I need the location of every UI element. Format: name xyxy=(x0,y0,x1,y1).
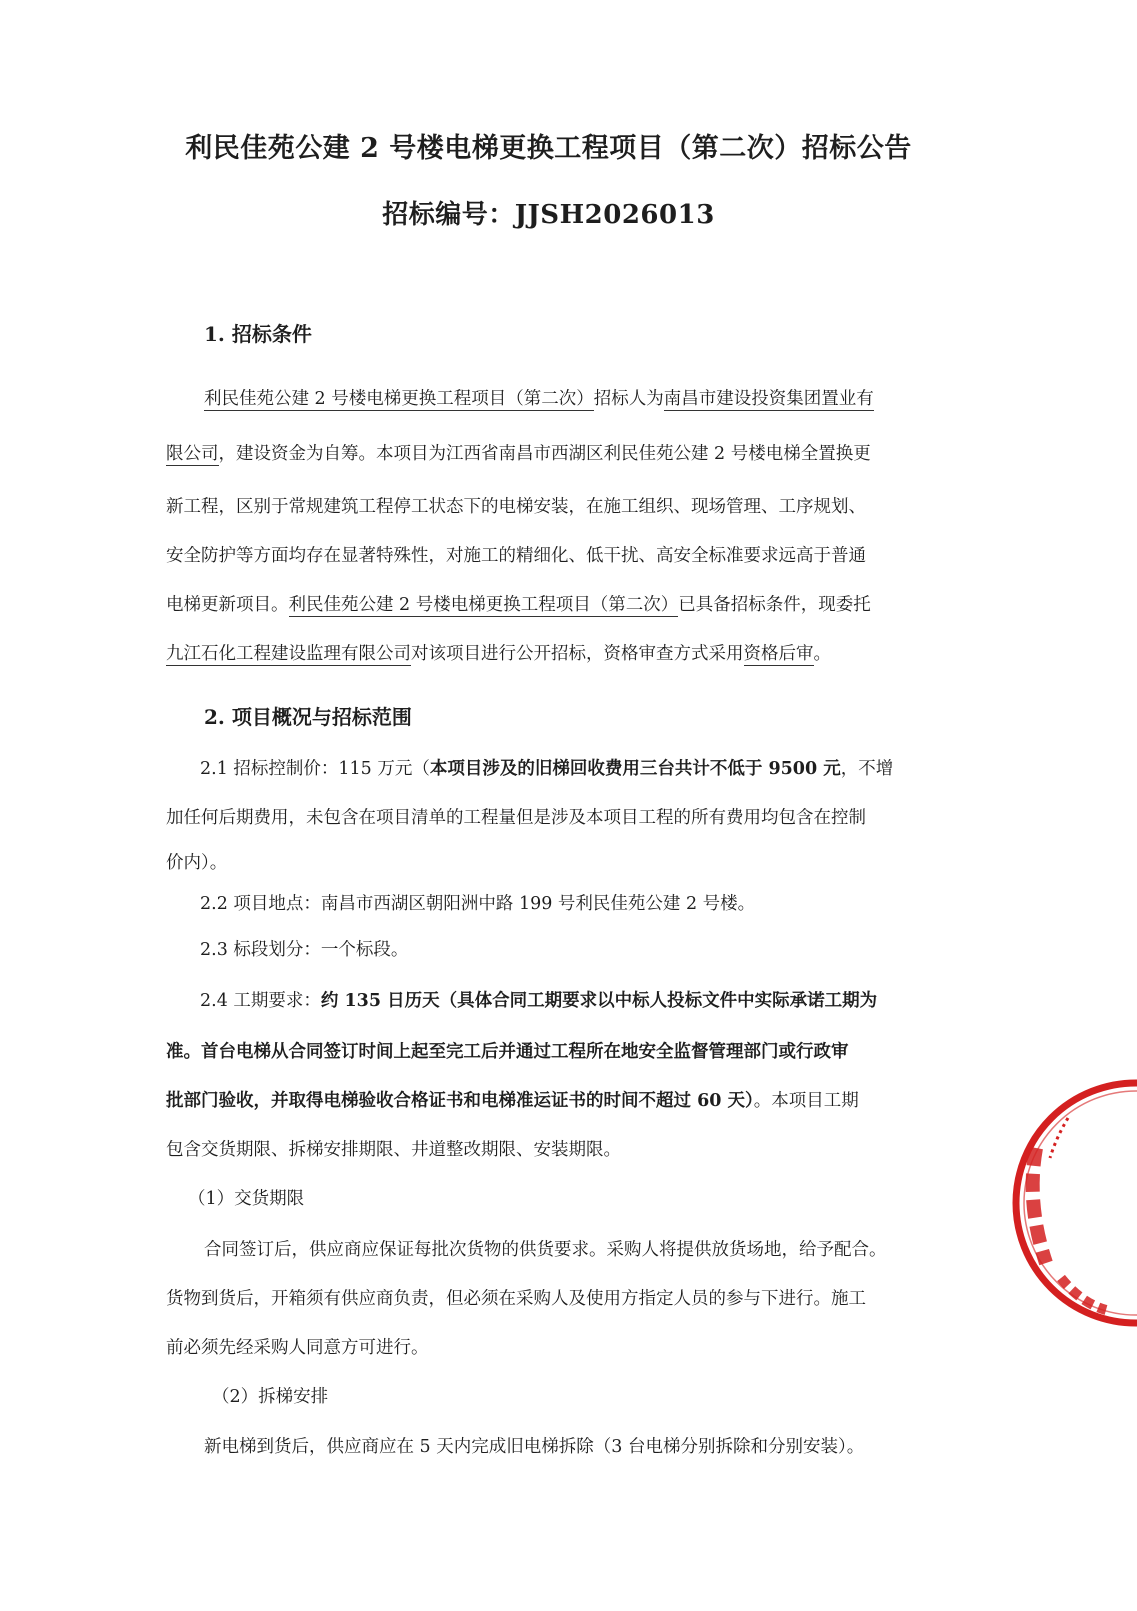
s1-line-2 xyxy=(166,441,871,467)
p24-start: 2.4 工期要求： xyxy=(200,991,321,1011)
p24-bold-3: 批部门验收，并取得电梯验收合格证书和电梯准运证书的时间不超过 60 天） xyxy=(166,1091,754,1111)
sub1-line-3: 前必须先经采购人同意方可进行。 xyxy=(166,1338,429,1358)
p21-line-2: 加任何后期费用，未包含在项目清单的工程量但是涉及本项目工程的所有费用均包含在控制 xyxy=(166,808,866,828)
s1-line-5 xyxy=(166,592,871,618)
s1-line-6-end: 。 xyxy=(813,644,831,664)
p22-line: 2.2 项目地点：南昌市西湖区朝阳洲中路 199 号利民佳苑公建 2 号楼。 xyxy=(200,894,756,914)
agency-name-underlined: 九江石化工程建设监理有限公司 xyxy=(166,644,411,664)
sub1-line-2: 货物到货后，开箱须有供应商负责，但必须在采购人及使用方指定人员的参与下进行。施工 xyxy=(166,1289,866,1309)
s1-line-2-rest: ，建设资金为自筹。本项目为江西省南昌市西湖区利民佳苑公建 2 号楼电梯全置换更 xyxy=(218,444,871,464)
s1-line-6-mid: 对该项目进行公开招标，资格审查方式采用 xyxy=(411,644,744,664)
s1-line-3: 新工程，区别于常规建筑工程停工状态下的电梯安装，在施工组织、现场管理、工序规划、 xyxy=(166,497,866,517)
s1-line-1 xyxy=(204,386,874,412)
sub2-line-1: 新电梯到货后，供应商应在 5 天内完成旧电梯拆除（3 台电梯分别拆除和分别安装）。 xyxy=(204,1437,865,1457)
tender-code: 招标编号：JJSH2026013 xyxy=(382,200,715,230)
review-method-underlined: 资格后审 xyxy=(743,644,814,664)
section1-heading: 1. 招标条件 xyxy=(204,322,312,346)
tenderer-name-underlined: 南昌市建设投资集团置业有 xyxy=(663,389,874,409)
document-title: 利民佳苑公建 2 号楼电梯更换工程项目（第二次）招标公告 xyxy=(185,133,912,164)
s1-line-6 xyxy=(166,641,831,667)
s1-line-1-mid: 招标人为 xyxy=(593,389,664,409)
p24-line-1 xyxy=(200,988,877,1014)
p21-line-3: 价内）。 xyxy=(166,853,228,873)
p24-line-2: 准。首台电梯从合同签订时间上起至完工后并通过工程所在地安全监督管理部门或行政审 xyxy=(166,1042,849,1062)
p21-line-1 xyxy=(200,756,893,782)
sub2-label: （2）拆梯安排 xyxy=(212,1387,329,1407)
sub1-label: （1）交货期限 xyxy=(188,1189,305,1209)
seal-icon xyxy=(1006,1078,1137,1328)
p21-start: 2.1 招标控制价：115 万元（ xyxy=(200,759,430,779)
project-name-underlined-2: 利民佳苑公建 2 号楼电梯更换工程项目（第二次） xyxy=(288,595,679,615)
p24-bold-1: 约 135 日历天（具体合同工期要求以中标人投标文件中实际承诺工期为 xyxy=(320,991,878,1011)
tenderer-name-underlined-cont: 限公司 xyxy=(166,444,219,464)
company-seal xyxy=(1006,1078,1137,1328)
p21-bold: 本项目涉及的旧梯回收费用三台共计不低于 9500 元 xyxy=(429,759,841,779)
s1-line-5-end: 已具备招标条件，现委托 xyxy=(678,595,871,615)
p24-line-3-end: 。本项目工期 xyxy=(753,1091,859,1111)
p21-end: ，不增 xyxy=(840,759,894,779)
project-name-underlined: 利民佳苑公建 2 号楼电梯更换工程项目（第二次） xyxy=(204,389,594,409)
sub1-line-1: 合同签订后，供应商应保证每批次货物的供货要求。采购人将提供放货场地，给予配合。 xyxy=(204,1240,887,1260)
p24-line-3 xyxy=(166,1088,859,1114)
s1-line-5-start: 电梯更新项目。 xyxy=(166,595,289,615)
p23-line: 2.3 标段划分：一个标段。 xyxy=(200,940,409,960)
s1-line-4: 安全防护等方面均存在显著特殊性，对施工的精细化、低干扰、高安全标准要求远高于普通 xyxy=(166,546,866,566)
p24-line-4: 包含交货期限、拆梯安排期限、井道整改期限、安装期限。 xyxy=(166,1140,621,1160)
section2-heading: 2. 项目概况与招标范围 xyxy=(204,705,412,729)
